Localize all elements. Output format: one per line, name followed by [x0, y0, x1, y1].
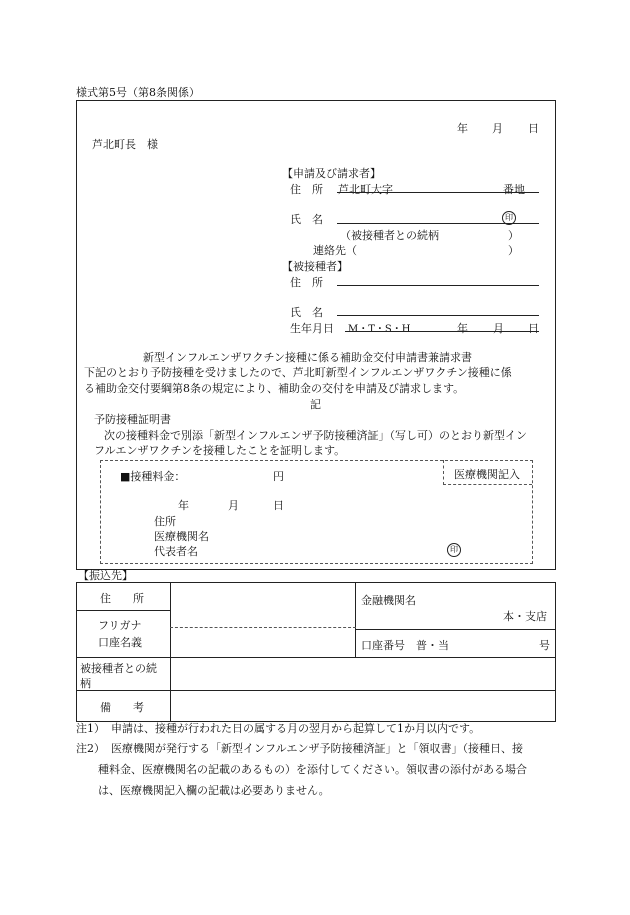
applicant-contact-close: ） [508, 244, 519, 257]
form-number: 様式第5号（第8条関係） [76, 86, 200, 99]
row-address-label: 住 所 [100, 592, 144, 605]
table-divider [76, 690, 555, 691]
note-2-text-line3: は、医療機関記入欄の記載は必要ありません。 [98, 784, 330, 797]
applicant-address-label: 住 所 [290, 183, 323, 196]
cert-seal-icon: 印 [447, 542, 461, 557]
cert-representative: 代表者名 [154, 545, 198, 558]
account-number-label: 口座番号 普・当 [361, 639, 449, 652]
applicant-relation-close: ） [508, 229, 519, 242]
table-divider [76, 610, 171, 611]
transfer-heading: 【振込先】 [78, 569, 133, 582]
row-remarks-label: 備 考 [100, 701, 144, 714]
note-2-label: 注2） [76, 742, 105, 755]
intro-line-1: 下記のとおり予防接種を受けましたので、芦北町新型インフルエンザワクチン接種に係 [84, 366, 512, 379]
fee-yen: 円 [273, 470, 284, 483]
intro-line-2: る補助金交付要綱第8条の規定により、補助金の交付を申請及び請求します。 [84, 382, 465, 395]
bank-name-label: 金融機関名 [361, 594, 416, 607]
ki-mark: 記 [310, 398, 321, 411]
recipient-birth-label: 生年月日 [290, 322, 334, 335]
recipient-birth-line[interactable] [345, 331, 539, 332]
date-day: 日 [528, 122, 539, 135]
date-year: 年 [457, 122, 468, 135]
note-1-label: 注1） [76, 722, 105, 735]
cert-line-2: フルエンザワクチンを接種したことを証明します。 [94, 444, 346, 457]
branch-label: 本・支店 [503, 610, 547, 623]
recipient-address-label: 住 所 [290, 276, 323, 289]
note-1-text: 申請は、接種が行われた日の属する月の翌月から起算して1か月以内です。 [111, 722, 481, 735]
table-divider [170, 627, 356, 628]
recipient-era: M・T・S・H [348, 324, 411, 335]
fee-label: ■接種料金： [120, 470, 186, 483]
recipient-birth-year: 年 [457, 322, 468, 335]
applicant-seal-icon: 印 [502, 210, 516, 225]
applicant-address-value: 芦北町大字 [338, 183, 393, 196]
recipient-birth-day: 日 [528, 322, 539, 335]
table-divider [355, 582, 356, 657]
applicant-name-label: 氏 名 [290, 213, 323, 226]
applicant-contact: 連絡先（ [313, 244, 357, 257]
note-2-text-line2: 種料金、医療機関名の記載のあるもの）を添付してください。領収書の添付がある場合 [98, 763, 527, 776]
row-relation-label-2: 柄 [80, 677, 91, 690]
applicant-relation: （被接種者との続柄 [340, 229, 439, 242]
addressee: 芦北町長 様 [92, 138, 158, 151]
cert-year: 年 [178, 499, 189, 512]
table-divider [76, 657, 555, 658]
applicant-heading: 【申請及び請求者】 [282, 167, 381, 180]
table-divider [355, 629, 555, 630]
cert-month: 月 [228, 499, 239, 512]
row-account-name-label: 口座名義 [98, 636, 142, 649]
note-2-text: 医療機関が発行する「新型インフルエンザ予防接種済証」と「領収書」（接種日、接 [111, 742, 524, 755]
cert-institution: 医療機関名 [154, 530, 209, 543]
cert-address: 住所 [154, 515, 176, 528]
applicant-address-suffix: 番地 [503, 183, 525, 196]
row-relation-label-1: 被接種者との続 [80, 662, 157, 675]
table-divider [170, 582, 171, 721]
applicant-address-line[interactable] [337, 192, 539, 193]
cert-heading: 予防接種証明書 [94, 413, 171, 426]
transfer-table [76, 582, 556, 722]
recipient-name-label: 氏 名 [290, 306, 323, 319]
medical-fill-label: 医療機関記入 [454, 468, 520, 481]
recipient-birth-month: 月 [493, 322, 504, 335]
recipient-name-line[interactable] [337, 315, 539, 316]
row-furigana-label: フリガナ [98, 619, 142, 632]
document-title: 新型インフルエンザワクチン接種に係る補助金交付申請書兼請求書 [143, 351, 473, 364]
cert-day: 日 [273, 499, 284, 512]
recipient-address-line[interactable] [337, 285, 539, 286]
date-month: 月 [492, 122, 503, 135]
account-number-suffix: 号 [539, 639, 550, 652]
recipient-heading: 【被接種者】 [282, 260, 348, 273]
cert-line-1: 次の接種料金で別添「新型インフルエンザ予防接種済証」（写し可）のとおり新型イン [104, 429, 528, 442]
